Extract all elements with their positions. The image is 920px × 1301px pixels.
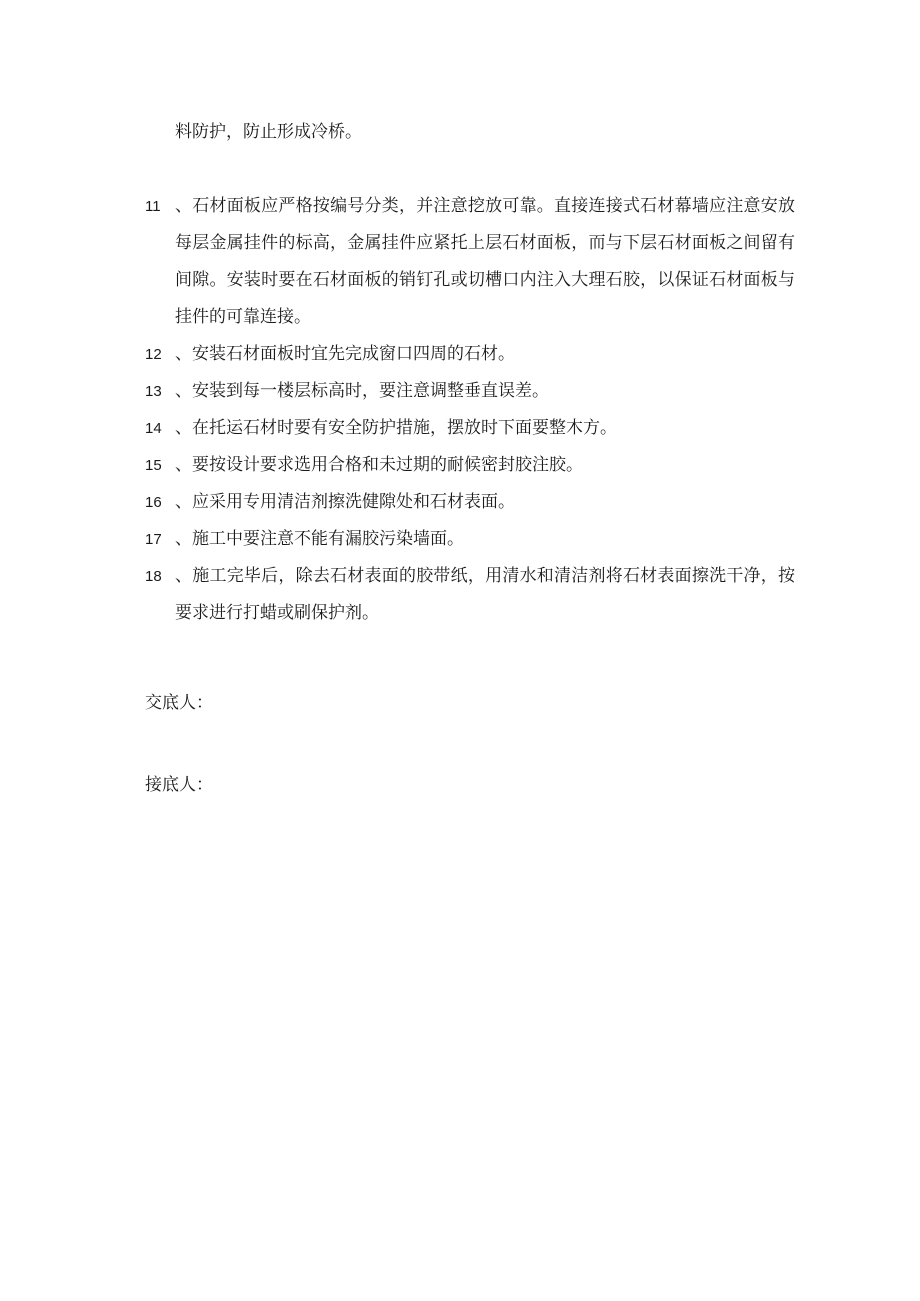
item-body: 在托运石材时要有安全防护措施，摆放时下面要整木方。 xyxy=(192,418,617,438)
item-separator: 、 xyxy=(175,492,192,512)
item-separator: 、 xyxy=(175,381,192,401)
item-text xyxy=(175,373,795,410)
receiver-person-label: 接底人： xyxy=(145,775,213,795)
list-item-18 xyxy=(145,558,795,632)
item-body: 安装到每一楼层标高时，要注意调整垂直误差。 xyxy=(192,381,549,401)
item-separator: 、 xyxy=(175,566,193,586)
handover-person-label: 交底人： xyxy=(145,693,213,713)
item-number: 18 xyxy=(145,568,162,585)
list-item-16 xyxy=(145,484,795,521)
item-body: 施工中要注意不能有漏胶污染墙面。 xyxy=(192,529,464,549)
item-number: 12 xyxy=(145,346,162,363)
item-separator: 、 xyxy=(175,418,192,438)
item-number: 17 xyxy=(145,531,162,548)
item-separator: 、 xyxy=(175,455,192,475)
item-separator: 、 xyxy=(175,344,192,364)
item-body: 安装石材面板时宜先完成窗口四周的石材。 xyxy=(192,344,515,364)
continuation-text: 料防护，防止形成冷桥。 xyxy=(175,122,362,142)
item-text xyxy=(175,484,795,521)
item-text xyxy=(175,447,795,484)
item-text xyxy=(175,410,795,447)
item-text xyxy=(175,558,795,632)
item-body: 要按设计要求选用合格和未过期的耐候密封胶注胶。 xyxy=(192,455,583,475)
list-item-14 xyxy=(145,410,795,447)
item-number: 15 xyxy=(145,457,162,474)
item-text xyxy=(175,188,795,336)
item-number: 13 xyxy=(145,383,162,400)
item-number: 11 xyxy=(145,198,161,215)
item-body: 应采用专用清洁剂擦洗健隙处和石材表面。 xyxy=(192,492,515,512)
list-item-17 xyxy=(145,521,795,558)
item-body: 施工完毕后，除去石材表面的胶带纸，用清水和清洁剂将石材表面擦洗干净，按要求进行打蜡或刷保护剂。 xyxy=(175,566,796,623)
list-item-12 xyxy=(145,336,795,373)
list-item-13 xyxy=(145,373,795,410)
list-item-11 xyxy=(145,188,795,336)
item-separator: 、 xyxy=(175,529,192,549)
item-number: 16 xyxy=(145,494,162,511)
item-text xyxy=(175,336,795,373)
list-item-15 xyxy=(145,447,795,484)
numbered-list xyxy=(145,188,795,632)
item-body: 石材面板应严格按编号分类，并注意挖放可靠。直接连接式石材幕墙应注意安放每层金属挂件的标高，金属挂件应紧托上层石材面板，而与下层石材面板之间留有间隙。安装时要在石材面板的销钉孔或切槽口内注入大理石胶，以保证石材面板与挂件的可靠连接。 xyxy=(175,196,796,327)
item-text xyxy=(175,521,795,558)
item-separator: 、 xyxy=(175,196,193,216)
item-number: 14 xyxy=(145,420,162,437)
